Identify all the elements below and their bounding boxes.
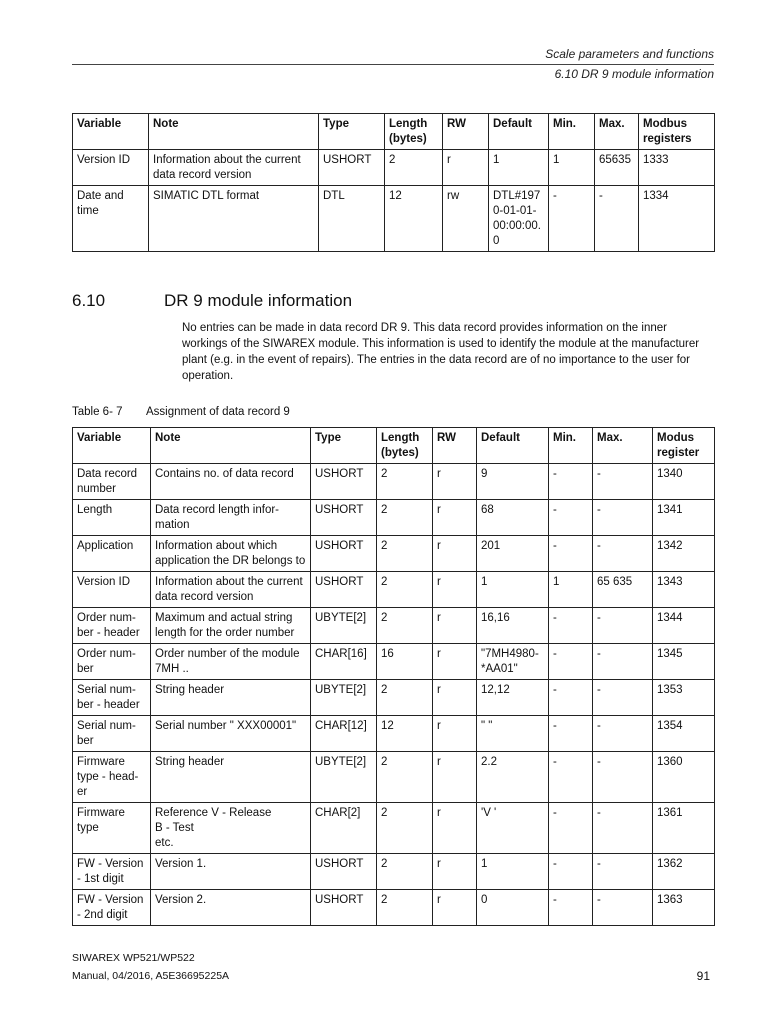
table-cell: - <box>549 752 593 803</box>
table-cell: 2 <box>377 464 433 500</box>
table-cell: - <box>593 608 653 644</box>
table-cell: Order num-ber <box>73 644 151 680</box>
table-cell: - <box>593 752 653 803</box>
table-cell: 1 <box>477 572 549 608</box>
table-cell: " " <box>477 716 549 752</box>
table-cell: UBYTE[2] <box>311 752 377 803</box>
table-cell: 1 <box>549 572 593 608</box>
table-cell: 1353 <box>653 680 715 716</box>
table-cell: Information about the current data record version <box>149 150 319 186</box>
table-cell: 2 <box>377 854 433 890</box>
table-row <box>73 464 715 500</box>
table-cell: 12,12 <box>477 680 549 716</box>
section-paragraph: No entries can be made in data record DR 9. This data record provides information on the inner workings of the SIWAREX module. This information is used to identify the module at the manufacturer plant (e.g. in the event of repairs). The entries in the data record are of no importance to the user for operation. <box>182 322 700 382</box>
table-cell: r <box>433 854 477 890</box>
table-cell: String header <box>151 752 311 803</box>
column-header: Max. <box>593 428 653 464</box>
column-header: Modbus registers <box>639 114 715 150</box>
column-header: Note <box>151 428 311 464</box>
table-cell: Date and time <box>73 186 149 252</box>
table-cell: r <box>433 716 477 752</box>
table-cell: - <box>593 500 653 536</box>
table-row <box>73 854 715 890</box>
section-number: 6.10 <box>72 291 106 310</box>
table-cell: 1 <box>477 854 549 890</box>
column-header: Max. <box>595 114 639 150</box>
table-cell: 1342 <box>653 536 715 572</box>
table-cell: r <box>433 572 477 608</box>
table-cell: r <box>433 500 477 536</box>
table-cell: Serial num-ber - header <box>73 680 151 716</box>
running-header-section: 6.10 DR 9 module information <box>554 67 714 81</box>
table-cell: - <box>549 803 593 854</box>
table-cell: 2 <box>377 500 433 536</box>
table-cell: 1343 <box>653 572 715 608</box>
table-cell: DTL#1970-01-01-00:00:00.0 <box>489 186 549 252</box>
table-row <box>73 186 715 252</box>
table-cell: 1333 <box>639 150 715 186</box>
table-cell: - <box>593 680 653 716</box>
table-cell: USHORT <box>311 500 377 536</box>
table-cell: CHAR[2] <box>311 803 377 854</box>
table-cell: - <box>593 854 653 890</box>
table-cell: - <box>593 536 653 572</box>
table-cell: 12 <box>385 186 443 252</box>
table-cell: r <box>433 890 477 926</box>
table-row <box>73 500 715 536</box>
table-caption-text: Assignment of data record 9 <box>146 406 290 418</box>
table-cell: - <box>549 890 593 926</box>
table-cell: 1362 <box>653 854 715 890</box>
table-cell: Data record length infor-mation <box>151 500 311 536</box>
table-header <box>73 114 715 150</box>
data-record-9-table <box>72 427 715 926</box>
table-cell: Information about which application the DR belongs to <box>151 536 311 572</box>
table-cell: 12 <box>377 716 433 752</box>
table-cell: 1334 <box>639 186 715 252</box>
table-cell: 2 <box>377 680 433 716</box>
table-cell: r <box>433 464 477 500</box>
table-cell: - <box>549 608 593 644</box>
table-cell: 16 <box>377 644 433 680</box>
table-cell: 1360 <box>653 752 715 803</box>
table-row <box>73 680 715 716</box>
table-cell: USHORT <box>311 572 377 608</box>
footer-product: SIWAREX WP521/WP522 <box>72 952 195 964</box>
table-cell: - <box>549 716 593 752</box>
table-cell: - <box>593 644 653 680</box>
table-cell: USHORT <box>311 854 377 890</box>
table-row <box>73 608 715 644</box>
table-cell: 1340 <box>653 464 715 500</box>
table-cell: Version ID <box>73 572 151 608</box>
header-rule <box>72 64 714 65</box>
page-number: 91 <box>696 969 710 983</box>
table-cell: Data record number <box>73 464 151 500</box>
table-cell: "7MH4980-*AA01" <box>477 644 549 680</box>
table-cell: Maximum and actual string length for the order number <box>151 608 311 644</box>
table-cell: 65635 <box>595 150 639 186</box>
table-row <box>73 150 715 186</box>
column-header: RW <box>433 428 477 464</box>
table-row <box>73 644 715 680</box>
table-cell: USHORT <box>311 464 377 500</box>
table-cell: 1 <box>489 150 549 186</box>
table-cell: FW - Version - 2nd digit <box>73 890 151 926</box>
table-cell: - <box>593 803 653 854</box>
table-cell: 68 <box>477 500 549 536</box>
column-header: RW <box>443 114 489 150</box>
table-cell: DTL <box>319 186 385 252</box>
table-cell: 2.2 <box>477 752 549 803</box>
running-header-chapter: Scale parameters and functions <box>545 47 714 61</box>
table-row <box>73 572 715 608</box>
table-cell: 2 <box>377 536 433 572</box>
table-cell: 1345 <box>653 644 715 680</box>
table-cell: 1363 <box>653 890 715 926</box>
table-cell: 'V ' <box>477 803 549 854</box>
table-cell: Firmware type <box>73 803 151 854</box>
table-cell: r <box>433 680 477 716</box>
table-cell: - <box>549 854 593 890</box>
table-cell: 9 <box>477 464 549 500</box>
table-cell: Length <box>73 500 151 536</box>
table-cell: 2 <box>377 890 433 926</box>
table-cell: - <box>549 500 593 536</box>
table-cell: 1361 <box>653 803 715 854</box>
table-row <box>73 536 715 572</box>
table-cell: - <box>593 890 653 926</box>
table-cell: Version 2. <box>151 890 311 926</box>
table-cell: 201 <box>477 536 549 572</box>
table-row <box>73 890 715 926</box>
table-cell: 0 <box>477 890 549 926</box>
table-cell: r <box>433 803 477 854</box>
table-cell: Version 1. <box>151 854 311 890</box>
table-row <box>73 752 715 803</box>
table-cell: r <box>443 150 489 186</box>
table-cell: - <box>593 716 653 752</box>
table-cell: - <box>549 186 595 252</box>
table-cell: FW - Version - 1st digit <box>73 854 151 890</box>
table-cell: 1341 <box>653 500 715 536</box>
table-cell: UBYTE[2] <box>311 608 377 644</box>
table-cell: rw <box>443 186 489 252</box>
column-header: Type <box>319 114 385 150</box>
column-header: Min. <box>549 428 593 464</box>
table-cell: String header <box>151 680 311 716</box>
table-cell: 1344 <box>653 608 715 644</box>
table-cell: USHORT <box>311 890 377 926</box>
table-cell: USHORT <box>311 536 377 572</box>
table-cell: Version ID <box>73 150 149 186</box>
table-cell: CHAR[16] <box>311 644 377 680</box>
column-header: Variable <box>73 114 149 150</box>
table-cell: 65 635 <box>593 572 653 608</box>
table-cell: UBYTE[2] <box>311 680 377 716</box>
table-cell: - <box>549 464 593 500</box>
table-cell: SIMATIC DTL format <box>149 186 319 252</box>
top-parameter-table <box>72 113 715 252</box>
table-row <box>73 803 715 854</box>
table-cell: r <box>433 608 477 644</box>
table-cell: 16,16 <box>477 608 549 644</box>
table-cell: Firmware type - head-er <box>73 752 151 803</box>
column-header: Note <box>149 114 319 150</box>
table-cell: Information about the current data record version <box>151 572 311 608</box>
table-cell: r <box>433 536 477 572</box>
table-cell: Order num-ber - header <box>73 608 151 644</box>
table-cell: 2 <box>377 752 433 803</box>
table-cell: 2 <box>377 803 433 854</box>
table-cell: Serial num-ber <box>73 716 151 752</box>
table-cell: 1 <box>549 150 595 186</box>
section-title: DR 9 module information <box>164 291 353 310</box>
table-cell: - <box>549 644 593 680</box>
table-cell: USHORT <box>319 150 385 186</box>
table-cell: - <box>595 186 639 252</box>
table-cell: CHAR[12] <box>311 716 377 752</box>
column-header: Modus register <box>653 428 715 464</box>
table-cell: 2 <box>385 150 443 186</box>
table-cell: 2 <box>377 572 433 608</box>
table-cell: 2 <box>377 608 433 644</box>
table-cell: Application <box>73 536 151 572</box>
table-cell: r <box>433 644 477 680</box>
table-cell: - <box>549 680 593 716</box>
table-cell: r <box>433 752 477 803</box>
column-header: Type <box>311 428 377 464</box>
footer-manual: Manual, 04/2016, A5E36695225A <box>72 970 230 982</box>
column-header: Min. <box>549 114 595 150</box>
table-cell: - <box>549 536 593 572</box>
column-header: Length (bytes) <box>385 114 443 150</box>
column-header: Length (bytes) <box>377 428 433 464</box>
table-cell: Order number of the module 7MH .. <box>151 644 311 680</box>
column-header: Variable <box>73 428 151 464</box>
table-caption-number: Table 6- 7 <box>72 406 123 418</box>
table-cell: Reference V - Release B - Test etc. <box>151 803 311 854</box>
column-header: Default <box>477 428 549 464</box>
table-cell: Contains no. of data record <box>151 464 311 500</box>
table-cell: 1354 <box>653 716 715 752</box>
column-header: Default <box>489 114 549 150</box>
table-cell: - <box>593 464 653 500</box>
table-header <box>73 428 715 464</box>
table-cell: Serial number " XXX00001" <box>151 716 311 752</box>
table-row <box>73 716 715 752</box>
